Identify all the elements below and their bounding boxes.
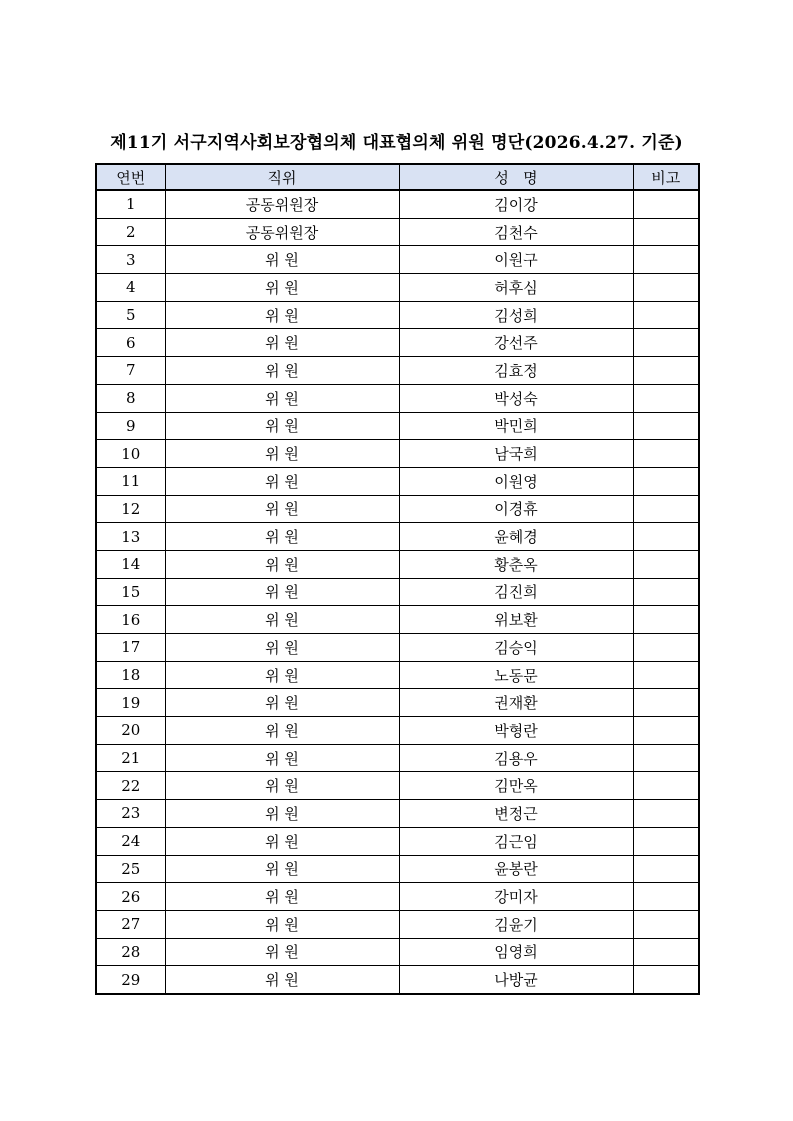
- note-cell: [633, 246, 699, 274]
- table-row: [96, 550, 699, 578]
- role-cell: 위 원: [165, 883, 399, 911]
- name-cell: 나방균: [399, 966, 633, 994]
- name-cell: 김만옥: [399, 772, 633, 800]
- table-row: [96, 412, 699, 440]
- role-cell: 위 원: [165, 329, 399, 357]
- table-row: [96, 855, 699, 883]
- table-row: [96, 634, 699, 662]
- note-cell: [633, 412, 699, 440]
- name-cell: 윤봉란: [399, 855, 633, 883]
- role-cell: 위 원: [165, 661, 399, 689]
- row-number-cell: 7: [96, 357, 165, 385]
- role-cell: 위 원: [165, 440, 399, 468]
- row-number-cell: 22: [96, 772, 165, 800]
- table-row: [96, 357, 699, 385]
- role-cell: 위 원: [165, 689, 399, 717]
- role-cell: 위 원: [165, 357, 399, 385]
- row-number-cell: 19: [96, 689, 165, 717]
- role-cell: 위 원: [165, 412, 399, 440]
- name-cell: 김근임: [399, 827, 633, 855]
- row-number-cell: 20: [96, 717, 165, 745]
- role-cell: 위 원: [165, 384, 399, 412]
- role-cell: 위 원: [165, 855, 399, 883]
- table-body: [96, 190, 699, 994]
- table-row: [96, 606, 699, 634]
- role-cell: 위 원: [165, 467, 399, 495]
- note-cell: [633, 440, 699, 468]
- name-cell: 이원구: [399, 246, 633, 274]
- note-cell: [633, 634, 699, 662]
- table-row: [96, 495, 699, 523]
- table-row: [96, 523, 699, 551]
- header-name: 성 명: [399, 164, 633, 190]
- table-row: [96, 744, 699, 772]
- table-row: [96, 578, 699, 606]
- note-cell: [633, 218, 699, 246]
- row-number-cell: 1: [96, 190, 165, 218]
- name-cell: 권재환: [399, 689, 633, 717]
- name-cell: 강선주: [399, 329, 633, 357]
- row-number-cell: 25: [96, 855, 165, 883]
- note-cell: [633, 827, 699, 855]
- row-number-cell: 5: [96, 301, 165, 329]
- row-number-cell: 11: [96, 467, 165, 495]
- note-cell: [633, 523, 699, 551]
- row-number-cell: 24: [96, 827, 165, 855]
- name-cell: 김용우: [399, 744, 633, 772]
- note-cell: [633, 966, 699, 994]
- table-row: [96, 938, 699, 966]
- table-row: [96, 689, 699, 717]
- row-number-cell: 13: [96, 523, 165, 551]
- note-cell: [633, 301, 699, 329]
- table-row: [96, 440, 699, 468]
- table-row: [96, 772, 699, 800]
- role-cell: 위 원: [165, 827, 399, 855]
- note-cell: [633, 190, 699, 218]
- name-cell: 노동문: [399, 661, 633, 689]
- row-number-cell: 3: [96, 246, 165, 274]
- role-cell: 위 원: [165, 800, 399, 828]
- name-cell: 김성희: [399, 301, 633, 329]
- row-number-cell: 26: [96, 883, 165, 911]
- table-row: [96, 827, 699, 855]
- row-number-cell: 9: [96, 412, 165, 440]
- role-cell: 위 원: [165, 634, 399, 662]
- name-cell: 황춘옥: [399, 550, 633, 578]
- row-number-cell: 21: [96, 744, 165, 772]
- name-cell: 남국희: [399, 440, 633, 468]
- row-number-cell: 6: [96, 329, 165, 357]
- table-row: [96, 301, 699, 329]
- role-cell: 위 원: [165, 744, 399, 772]
- name-cell: 임영희: [399, 938, 633, 966]
- row-number-cell: 17: [96, 634, 165, 662]
- note-cell: [633, 578, 699, 606]
- row-number-cell: 8: [96, 384, 165, 412]
- note-cell: [633, 883, 699, 911]
- name-cell: 김윤기: [399, 910, 633, 938]
- table-row: [96, 883, 699, 911]
- note-cell: [633, 717, 699, 745]
- table-row: [96, 910, 699, 938]
- row-number-cell: 15: [96, 578, 165, 606]
- row-number-cell: 4: [96, 274, 165, 302]
- row-number-cell: 27: [96, 910, 165, 938]
- member-roster-table: [95, 163, 700, 995]
- name-cell: 김효정: [399, 357, 633, 385]
- name-cell: 김천수: [399, 218, 633, 246]
- name-cell: 위보환: [399, 606, 633, 634]
- row-number-cell: 18: [96, 661, 165, 689]
- name-cell: 박형란: [399, 717, 633, 745]
- role-cell: 위 원: [165, 938, 399, 966]
- note-cell: [633, 855, 699, 883]
- row-number-cell: 12: [96, 495, 165, 523]
- role-cell: 위 원: [165, 246, 399, 274]
- note-cell: [633, 329, 699, 357]
- name-cell: 변정근: [399, 800, 633, 828]
- table-row: [96, 190, 699, 218]
- role-cell: 공동위원장: [165, 190, 399, 218]
- row-number-cell: 29: [96, 966, 165, 994]
- name-cell: 강미자: [399, 883, 633, 911]
- row-number-cell: 16: [96, 606, 165, 634]
- role-cell: 위 원: [165, 910, 399, 938]
- table-row: [96, 661, 699, 689]
- role-cell: 위 원: [165, 966, 399, 994]
- header-row: [96, 164, 699, 190]
- name-cell: 허후심: [399, 274, 633, 302]
- role-cell: 위 원: [165, 606, 399, 634]
- role-cell: 위 원: [165, 717, 399, 745]
- name-cell: 김승익: [399, 634, 633, 662]
- table-row: [96, 717, 699, 745]
- table-row: [96, 467, 699, 495]
- note-cell: [633, 938, 699, 966]
- table-row: [96, 384, 699, 412]
- table-row: [96, 800, 699, 828]
- table-header: [96, 164, 699, 190]
- note-cell: [633, 800, 699, 828]
- name-cell: 김진희: [399, 578, 633, 606]
- role-cell: 위 원: [165, 274, 399, 302]
- note-cell: [633, 606, 699, 634]
- note-cell: [633, 384, 699, 412]
- note-cell: [633, 661, 699, 689]
- row-number-cell: 10: [96, 440, 165, 468]
- table-row: [96, 218, 699, 246]
- role-cell: 위 원: [165, 550, 399, 578]
- header-no: 연번: [96, 164, 165, 190]
- note-cell: [633, 689, 699, 717]
- note-cell: [633, 744, 699, 772]
- document-title: 제11기 서구지역사회보장협의체 대표협의체 위원 명단(2026.4.27. 기준): [110, 133, 683, 153]
- name-cell: 윤혜경: [399, 523, 633, 551]
- note-cell: [633, 495, 699, 523]
- row-number-cell: 2: [96, 218, 165, 246]
- note-cell: [633, 550, 699, 578]
- row-number-cell: 28: [96, 938, 165, 966]
- header-note: 비고: [633, 164, 699, 190]
- note-cell: [633, 467, 699, 495]
- table-row: [96, 329, 699, 357]
- role-cell: 위 원: [165, 523, 399, 551]
- role-cell: 위 원: [165, 578, 399, 606]
- note-cell: [633, 274, 699, 302]
- row-number-cell: 23: [96, 800, 165, 828]
- name-cell: 김이강: [399, 190, 633, 218]
- table-row: [96, 966, 699, 994]
- name-cell: 이경휴: [399, 495, 633, 523]
- note-cell: [633, 357, 699, 385]
- role-cell: 위 원: [165, 301, 399, 329]
- table-row: [96, 246, 699, 274]
- name-cell: 박성숙: [399, 384, 633, 412]
- role-cell: 위 원: [165, 495, 399, 523]
- table-row: [96, 274, 699, 302]
- row-number-cell: 14: [96, 550, 165, 578]
- name-cell: 이원영: [399, 467, 633, 495]
- note-cell: [633, 772, 699, 800]
- role-cell: 위 원: [165, 772, 399, 800]
- name-cell: 박민희: [399, 412, 633, 440]
- header-role: 직위: [165, 164, 399, 190]
- note-cell: [633, 910, 699, 938]
- role-cell: 공동위원장: [165, 218, 399, 246]
